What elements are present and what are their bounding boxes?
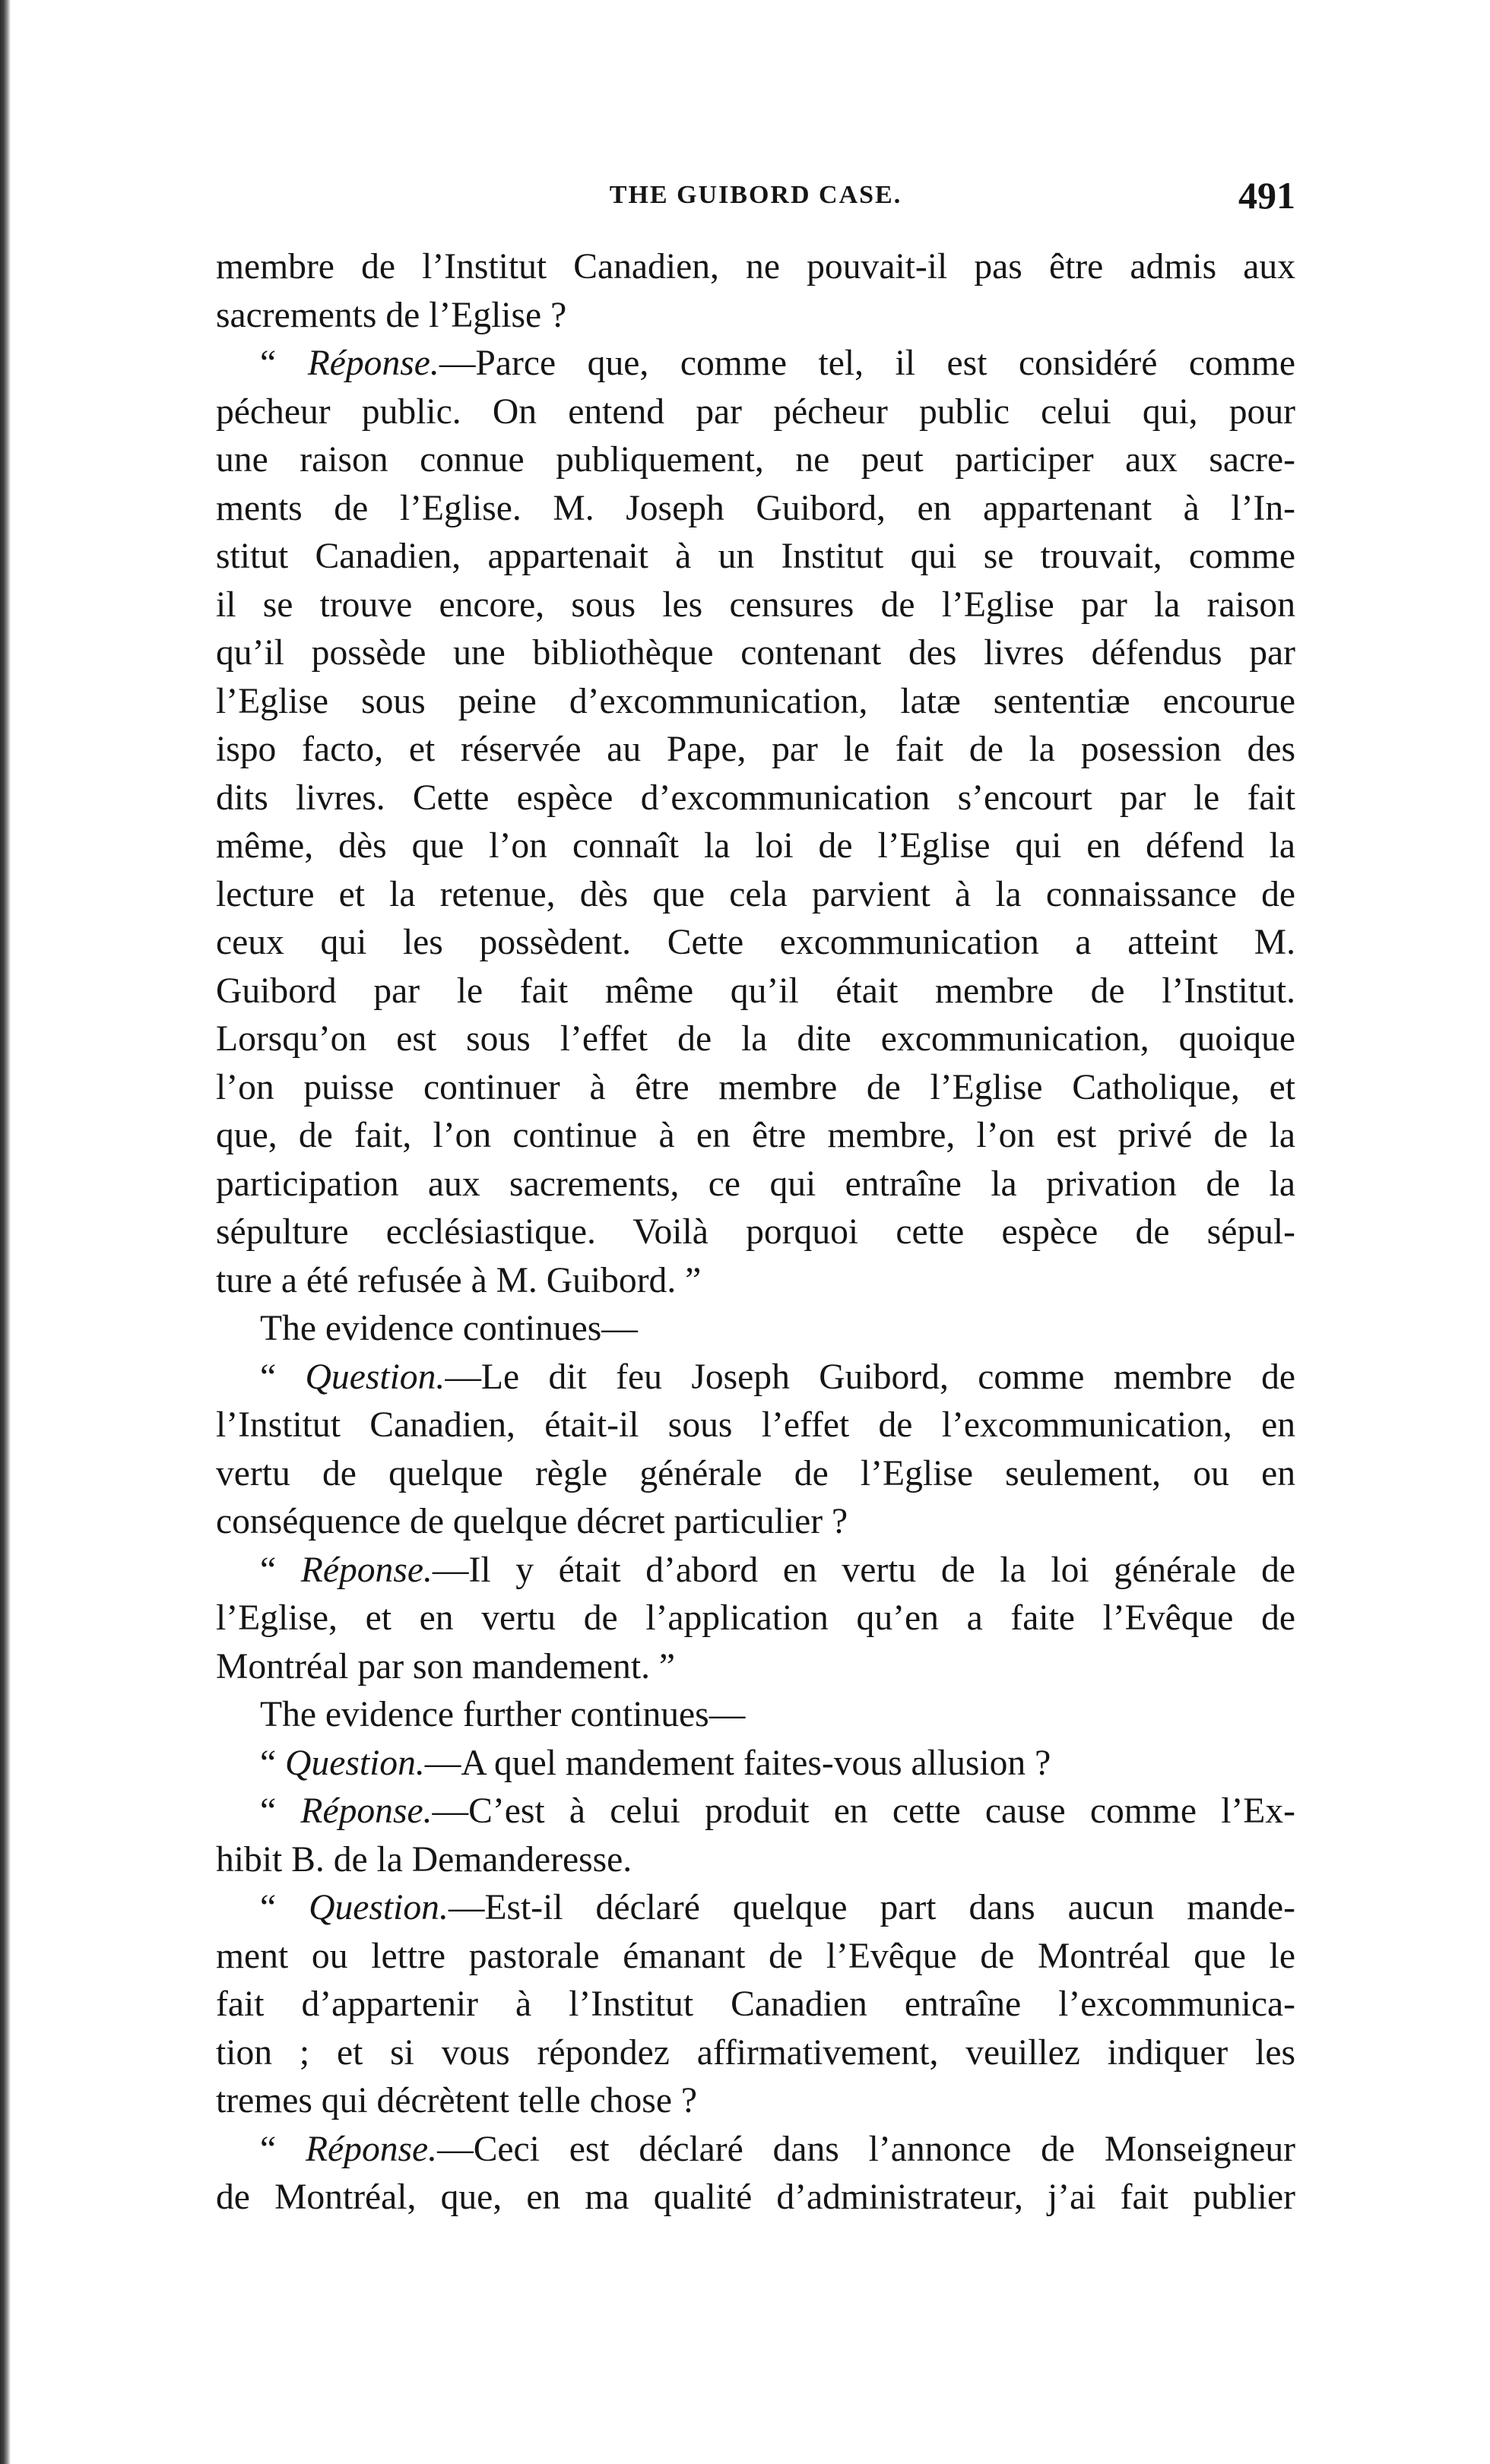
text-line xyxy=(216,2174,1295,2222)
line-text: —Il y était d’abord en vertu de la loi générale de xyxy=(432,1550,1295,1590)
opening-quote: “ xyxy=(260,2129,306,2169)
text-line xyxy=(216,1498,1295,1547)
text-line xyxy=(216,436,1295,485)
paragraph xyxy=(216,1788,1295,1884)
line-text: Lorsqu’on est sous l’effet de la dite excommunication, quoique xyxy=(216,1019,1295,1059)
text-line xyxy=(216,919,1295,968)
text-line xyxy=(216,726,1295,774)
opening-quote: “ xyxy=(260,344,308,383)
text-line xyxy=(216,340,1295,388)
text-line xyxy=(216,533,1295,581)
line-text: l’Eglise sous peine d’excommunication, latæ sententiæ encourue xyxy=(216,681,1295,721)
speaker-label: Réponse. xyxy=(300,1791,433,1831)
line-text: conséquence de quelque décret particulier ? xyxy=(216,1502,848,1541)
text-line xyxy=(216,1884,1295,1933)
opening-quote: “ xyxy=(260,1791,301,1831)
text-line xyxy=(216,2126,1295,2174)
text-line xyxy=(216,1401,1295,1450)
paragraph xyxy=(216,1305,1295,1354)
text-line xyxy=(216,1981,1295,2029)
line-text: ment ou lettre pastorale émanant de l’Evêque de Montréal que le xyxy=(216,1936,1295,1976)
paragraph xyxy=(216,1740,1295,1788)
text-line xyxy=(216,388,1295,437)
line-text: The evidence continues— xyxy=(260,1309,638,1348)
line-text: pécheur public. On entend par pécheur public celui qui, pour xyxy=(216,391,1295,432)
line-text: —A quel mandement faites-vous allusion ? xyxy=(424,1743,1051,1783)
line-text: lecture et la retenue, dès que cela parvient à la connaissance de xyxy=(216,874,1295,914)
paragraph xyxy=(216,243,1295,340)
line-text: sépulture ecclésiastique. Voilà porquoi cette espèce de sépul- xyxy=(216,1212,1295,1252)
line-text: ceux qui les possèdent. Cette excommunication a atteint M. xyxy=(216,923,1295,962)
speaker-label: Question. xyxy=(305,1357,445,1397)
line-text: vertu de quelque règle générale de l’Eglise seulement, ou en xyxy=(216,1453,1295,1493)
line-text: ispo facto, et réservée au Pape, par le fait de la posession des xyxy=(216,730,1295,769)
paragraph xyxy=(216,340,1295,1305)
text-line xyxy=(216,629,1295,678)
page-binding-edge xyxy=(0,0,11,2464)
text-line xyxy=(216,1595,1295,1643)
paragraph xyxy=(216,1884,1295,2126)
speaker-label: Réponse. xyxy=(300,1550,433,1590)
text-line xyxy=(216,2077,1295,2126)
body-text xyxy=(216,243,1295,2222)
opening-quote: “ xyxy=(260,1550,301,1590)
line-text: qu’il possède une bibliothèque contenant des livres défendus par xyxy=(216,633,1295,673)
opening-quote: “ xyxy=(260,1888,309,1927)
line-text: ments de l’Eglise. M. Joseph Guibord, en appartenant à l’In- xyxy=(216,488,1295,528)
line-text: sacrements de l’Eglise ? xyxy=(216,295,567,335)
paragraph xyxy=(216,1354,1295,1547)
line-text: une raison connue publiquement, ne peut participer aux sacre- xyxy=(216,440,1295,480)
text-line xyxy=(216,292,1295,340)
text-line xyxy=(216,1740,1295,1788)
line-text: Guibord par le fait même qu’il était membre de l’Institut. xyxy=(216,971,1295,1011)
page-number: 491 xyxy=(1238,174,1295,217)
line-text: fait d’appartenir à l’Institut Canadien entraîne l’excommunica- xyxy=(216,1984,1295,2024)
text-line xyxy=(216,822,1295,871)
text-line xyxy=(216,1112,1295,1161)
text-line xyxy=(216,1643,1295,1692)
line-text: stitut Canadien, appartenait à un Institut qui se trouvait, comme xyxy=(216,537,1295,576)
text-line xyxy=(216,2029,1295,2078)
text-line xyxy=(216,968,1295,1016)
line-text: ture a été refusée à M. Guibord. ” xyxy=(216,1260,702,1300)
running-head: THE GUIBORD CASE. xyxy=(609,181,902,209)
opening-quote: “ xyxy=(260,1743,286,1783)
line-text: l’Institut Canadien, était-il sous l’effet de l’excommunication, en xyxy=(216,1405,1295,1445)
opening-quote: “ xyxy=(260,1357,306,1397)
text-line xyxy=(216,1064,1295,1113)
line-text: Montréal par son mandement. ” xyxy=(216,1646,675,1686)
line-text: —Parce que, comme tel, il est considéré comme xyxy=(439,344,1295,383)
line-text: dits livres. Cette espèce d’excommunication s’encourt par le fait xyxy=(216,778,1295,818)
text-line xyxy=(216,243,1295,292)
line-text: —C’est à celui produit en cette cause comme l’Ex- xyxy=(432,1791,1296,1831)
text-line xyxy=(216,1354,1295,1402)
text-line xyxy=(216,1015,1295,1064)
line-text: l’on puisse continuer à être membre de l’Eglise Catholique, et xyxy=(216,1067,1295,1107)
line-text: The evidence further continues— xyxy=(260,1695,746,1734)
line-text: de Montréal, que, en ma qualité d’administrateur, j’ai fait publier xyxy=(216,2177,1295,2217)
line-text: tremes qui décrètent telle chose ? xyxy=(216,2081,697,2120)
text-line xyxy=(216,1933,1295,1981)
text-line xyxy=(216,1305,1295,1354)
speaker-label: Question. xyxy=(285,1743,425,1783)
text-line xyxy=(216,1450,1295,1499)
text-line xyxy=(216,1691,1295,1740)
line-text: tion ; et si vous répondez affirmativement, veuillez indiquer les xyxy=(216,2032,1295,2073)
speaker-label: Réponse. xyxy=(307,344,439,383)
text-line xyxy=(216,1788,1295,1836)
line-text: il se trouve encore, sous les censures de l’Eglise par la raison xyxy=(216,584,1295,625)
speaker-label: Question. xyxy=(309,1888,449,1927)
text-line xyxy=(216,581,1295,630)
paragraph xyxy=(216,2126,1295,2222)
text-line xyxy=(216,1161,1295,1209)
paragraph xyxy=(216,1547,1295,1692)
text-line xyxy=(216,1836,1295,1885)
text-line xyxy=(216,871,1295,920)
text-line xyxy=(216,485,1295,534)
text-line xyxy=(216,1547,1295,1595)
line-text: hibit B. de la Demanderesse. xyxy=(216,1839,632,1880)
line-text: même, dès que l’on connaît la loi de l’Eglise qui en défend la xyxy=(216,826,1295,866)
text-line xyxy=(216,1208,1295,1257)
page-header xyxy=(216,173,1295,226)
text-line xyxy=(216,774,1295,823)
text-line xyxy=(216,678,1295,727)
line-text: —Est-il déclaré quelque part dans aucun mande- xyxy=(448,1888,1295,1927)
line-text: —Le dit feu Joseph Guibord, comme membre de xyxy=(445,1357,1296,1397)
speaker-label: Réponse. xyxy=(305,2129,438,2169)
line-text: —Ceci est déclaré dans l’annonce de Monseigneur xyxy=(437,2129,1295,2169)
paragraph xyxy=(216,1691,1295,1740)
line-text: l’Eglise, et en vertu de l’application qu’en a faite l’Evêque de xyxy=(216,1598,1295,1638)
line-text: membre de l’Institut Canadien, ne pouvait-il pas être admis aux xyxy=(216,247,1295,287)
line-text: participation aux sacrements, ce qui entraîne la privation de la xyxy=(216,1164,1295,1204)
text-line xyxy=(216,1257,1295,1306)
line-text: que, de fait, l’on continue à en être membre, l’on est privé de la xyxy=(216,1116,1295,1155)
